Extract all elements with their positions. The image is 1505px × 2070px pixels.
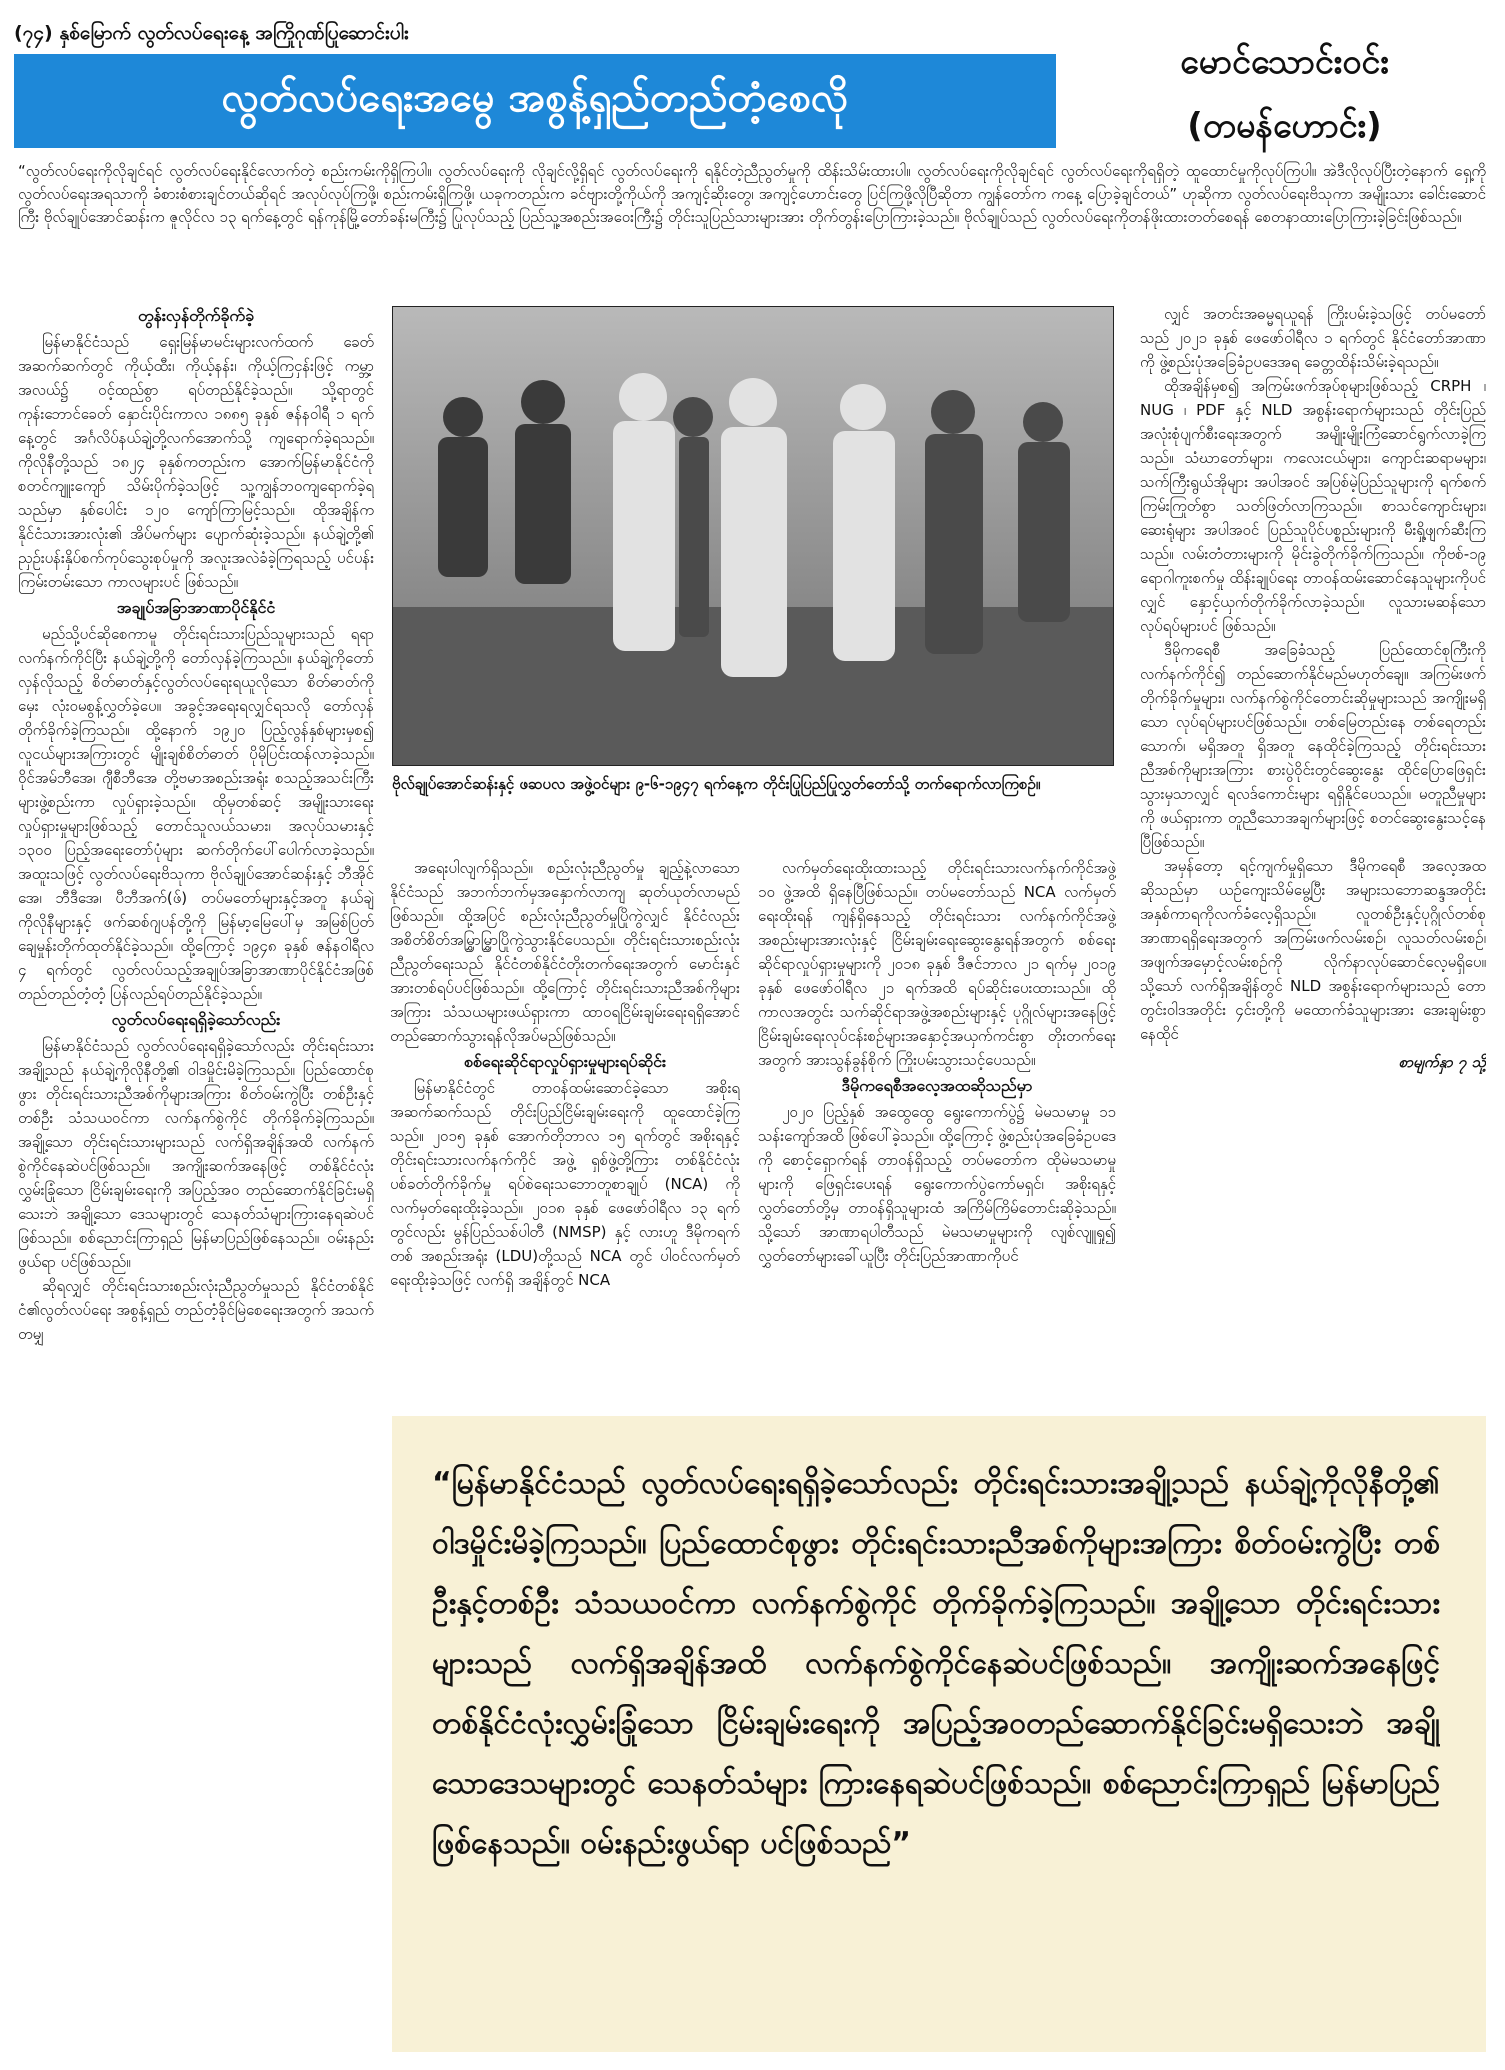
- article-title: လွတ်လပ်ရေးအမွေ အစွန့်ရှည်တည်တံ့စေလို: [221, 74, 849, 121]
- column-1: [18, 302, 374, 2048]
- title-banner: [14, 54, 1056, 148]
- paragraph: ဆိုရလျှင် တိုင်းရင်းသားစည်းလုံးညီညွတ်မှုသည် နိုင်ငံတစ်နိုင်ငံ၏လွတ်လပ်ရေး အစွန့်ရှည် တည်တံ့ခိုင်မြဲစေရေးအတွက် အသက်တမျှ: [18, 1277, 374, 1343]
- paragraph: ၂၀၂၀ ပြည့်နှစ် အထွေထွေ ရွေးကောက်ပွဲ၌ မဲမသမာမှု ၁၁ သန်းကျော်အထိ ဖြစ်ပေါ်ခဲ့သည်။ ထို့ကြောင့် ဖွဲ့စည်းပုံအခြေခံဥပဒေကို စောင့်ရှောက်ရန် တာဝန်ရှိသည့် တပ်မတော်က ထိုမဲမသမာမှုများကို ဖြေရှင်းပေးရန် ရွေးကောက်ပွဲကော်မရှင်၊ အစိုးရနှင့်လွှတ်တော်တို့မှ တာဝန်ရှိသူများထံ အကြိမ်ကြိမ်တောင်းဆိုခဲ့သည်။ သို့သော် အာဏာရပါတီသည် မဲမသမာမှုများကို လျစ်လျူရှု၍ လွှတ်တော်များခေါ်ယူပြီး တိုင်းပြည်အာဏာကိုပင်: [758, 1103, 1116, 1265]
- author-block: [1082, 30, 1487, 158]
- photo-illustration: [393, 307, 1113, 765]
- subheading: စစ်ရေးဆိုင်ရာလှုပ်ရှားမှုများရပ်ဆိုင်း: [463, 1052, 667, 1071]
- author-name: မောင်သောင်းဝင်း: [1180, 42, 1389, 82]
- column-4: [1140, 302, 1486, 1402]
- subheading: ဒီမိုကရေစီအလေ့အထဆိုသည်မှာ: [841, 1076, 1033, 1095]
- column-2: [390, 856, 740, 1402]
- paragraph: လျှင် အတင်းအဓမ္မရယူရန် ကြိုးပမ်းခဲ့သဖြင့် တပ်မတော်သည် ၂၀၂၁ ခုနှစ် ဖေဖော်ဝါရီလ ၁ ရက်တွင် နိုင်ငံတော်အာဏာကို ဖွဲ့စည်းပုံအခြေခံဥပဒေအရ ခေတ္တထိန်းသိမ်းခဲ့ရသည်။: [1140, 305, 1486, 371]
- subheading: အချုပ်အခြာအာဏာပိုင်နိုင်ငံ: [116, 598, 276, 617]
- photo-caption: ဗိုလ်ချုပ်အောင်ဆန်းနှင့် ဖဆပလ အဖွဲ့ဝင်များ ၉-၆-၁၉၄၇ ရက်နေ့က တိုင်းပြုပြည်ပြုလွှတ်တော်သို့ တက်ရောက်လာကြစဉ်။: [392, 775, 1041, 793]
- paragraph: မြန်မာနိုင်ငံသည် ရှေးမြန်မာမင်းများလက်ထက် ခေတ်အဆက်ဆက်တွင် ကိုယ့်ထီး၊ ကိုယ့်နန်း၊ ကိုယ့်ကြငှန်းဖြင့် ကမ္ဘာ့အလယ်၌ ဝင့်ထည်စွာ ရပ်တည်နိုင်ခဲ့သည်။ သို့ရာတွင် ကုန်းဘောင်ခေတ် နှောင်းပိုင်းကာလ ၁၈၈၅ ခုနှစ် ဇန်နဝါရီ ၁ ရက်နေ့တွင် အင်္ဂလိပ်နယ်ချဲ့တို့လက်အောက်သို့ ကျရောက်ခဲ့ရသည်။ ကိုလိုနီတို့သည် ၁၈၂၄ ခုနှစ်ကတည်းက အောက်မြန်မာနိုင်ငံကို စတင်ကျူးကျော် သိမ်းပိုက်ခဲ့သဖြင့် သူ့ကျွန်ဘဝကျရောက်ခဲ့ရသည်မှာ နှစ်ပေါင်း ၁၂၀ ကျော်ကြာမြင့်သည်။ ထိုအချိန်က နိုင်ငံသားအားလုံး၏ အိပ်မက်များ ပျောက်ဆုံးခဲ့သည်။ နယ်ချဲ့တို့၏ ညှဉ်းပန်းနှိပ်စက်ကုပ်သွေးစုပ်မှုကို အလူးအလဲခံခဲ့ကြရသည့် ပင်ပန်းကြမ်းတမ်းသော ကာလများပင် ဖြစ်သည်။: [18, 333, 374, 591]
- pull-quote: “မြန်မာနိုင်ငံသည် လွတ်လပ်ရေးရရှိခဲ့သော်လည်း တိုင်းရင်းသားအချို့သည် နယ်ချဲ့ကိုလိုနီတို့၏ ဝါဒမှိုင်းမိခဲ့ကြသည်။ ပြည်ထောင်စုဖွား တိုင်းရင်းသားညီအစ်ကိုများအကြား စိတ်ဝမ်းကွဲပြီး တစ်ဦးနှင့်တစ်ဦး သံသယဝင်ကာ လက်နက်စွဲကိုင် တိုက်ခိုက်ခဲ့ကြသည်။ အချို့သော တိုင်းရင်းသားများသည် လက်ရှိအချိန်အထိ လက်နက်စွဲကိုင်နေဆဲပင်ဖြစ်သည်။ အကျိုးဆက်အနေဖြင့် တစ်နိုင်ငံလုံးလွှမ်းခြုံသော ငြိမ်းချမ်းရေးကို အပြည့်အဝတည်ဆောက်နိုင်ခြင်းမရှိသေးဘဲ အချို့သောဒေသများတွင် သေနတ်သံများ ကြားနေရဆဲပင်ဖြစ်သည်။ စစ်ညောင်းကြာရှည် မြန်မာပြည်ဖြစ်နေသည်။ ဝမ်းနည်းဖွယ်ရာ ပင်ဖြစ်သည်”: [432, 1466, 1440, 1861]
- paragraph: အမှန်တော့ ရင့်ကျက်မှုရှိသော ဒီမိုကရေစီ အလေ့အထဆိုသည်မှာ ယဉ်ကျေးသိမ်မွေ့ပြီး အများသဘောဆန္ဒအတိုင်း အနှစ်ကာရကိုလက်ခံလေ့ရှိသည်။ လူတစ်ဦးနှင့်ပုဂ္ဂိုလ်တစ်စု အာဏာရရှိရေးအတွက် အကြမ်းဖက်လမ်းစဉ်၊ လူသတ်လမ်းစဉ်၊ အဖျက်အမှောင့်လမ်းစဉ်ကို လိုက်နာလုပ်ဆောင်လေ့မရှိပေ။ သို့သော် လက်ရှိအချိန်တွင် NLD အစွန်းရောက်များသည် တောတွင်းဝါဒအတိုင်း ၄င်းတို့ကို မထောက်ခံသူများအား အေးချမ်းစွာနေထိုင်: [1140, 857, 1486, 1043]
- subheading: လွတ်လပ်ရေးရရှိခဲ့သော်လည်း: [111, 1010, 281, 1029]
- paragraph: မြန်မာနိုင်ငံသည် လွတ်လပ်ရေးရရှိခဲ့သော်လည်း တိုင်းရင်းသားအချို့သည် နယ်ချဲ့ကိုလိုနီတို့၏ ဝါဒမှိုင်းမိခဲ့ကြသည်။ ပြည်ထောင်စုဖွား တိုင်းရင်းသားညီအစ်ကိုများအကြား စိတ်ဝမ်းကွဲပြီး တစ်ဦးနှင့်တစ်ဦး သံသယဝင်ကာ လက်နက်စွဲကိုင် တိုက်ခိုက်ခဲ့ကြသည်။ အချို့သော တိုင်းရင်းသားများသည် လက်ရှိအချိန်အထိ လက်နက်စွဲကိုင်နေဆဲပင်ဖြစ်သည်။ အကျိုးဆက်အနေဖြင့် တစ်နိုင်ငံလုံး လွှမ်းခြုံသော ငြိမ်းချမ်းရေးကို အပြည့်အဝ တည်ဆောက်နိုင်ခြင်းမရှိသေးဘဲ အချို့သော ဒေသများတွင် သေနတ်သံများကြားနေရဆဲပင် ဖြစ်သည်။ စစ်ညောင်းကြာရှည် မြန်မာပြည်ဖြစ်နေသည်။ ဝမ်းနည်းဖွယ်ရာ ပင်ဖြစ်သည်။: [18, 1037, 374, 1271]
- author-alias: (တမန်ဟောင်း): [1187, 106, 1382, 146]
- subheading: တွန်းလှန်တိုက်ခိုက်ခဲ့: [137, 306, 255, 325]
- column-3: [758, 856, 1116, 1402]
- paragraph: မြန်မာနိုင်ငံတွင် တာဝန်ထမ်းဆောင်ခဲ့သော အစိုးရအဆက်ဆက်သည် တိုင်းပြည်ငြိမ်းချမ်းရေးကို ထူထောင်ခဲ့ကြသည်။ ၂၀၁၅ ခုနှစ် အောက်တိုဘာလ ၁၅ ရက်တွင် အစိုးရနှင့် တိုင်းရင်းသားလက်နက်ကိုင် အဖွဲ့ ရှစ်ဖွဲ့တို့ကြား တစ်နိုင်ငံလုံးပစ်ခတ်တိုက်ခိုက်မှု ရပ်စဲရေးသဘောတူစာချုပ် (NCA) ကိုလက်မှတ်ရေးထိုးခဲ့သည်။ ၂၀၁၈ ခုနှစ် ဖေဖော်ဝါရီလ ၁၃ ရက်တွင်လည်း မွန်ပြည်သစ်ပါတီ (NMSP) နှင့် လားဟူ ဒီမိုကရက်တစ် အစည်းအရုံး (LDU)တို့သည် NCA တွင် ပါဝင်လက်မှတ်ရေးထိုးခဲ့သဖြင့် လက်ရှိ အချိန်တွင် NCA: [390, 1079, 740, 1289]
- historical-photo: [392, 306, 1114, 766]
- paragraph: ဒီမိုကရေစီ အခြေခံသည့် ပြည်ထောင်စုကြီးကို လက်နက်ကိုင်၍ တည်ဆောက်နိုင်မည်မဟုတ်ချေ။ အကြမ်းဖက်တိုက်ခိုက်မှုများ၊ လက်နက်စွဲကိုင်တောင်းဆိုမှုများသည် အကျိုးမရှိသော လုပ်ရပ်များပင်ဖြစ်သည်။ တစ်မြေတည်းနေ တစ်ရေတည်းသောက်၊ မရှိအတူ ရှိအတူ နေထိုင်ခဲ့ကြသည့် တိုင်းရင်းသားညီအစ်ကိုများအကြား စားပွဲဝိုင်းတွင်ဆွေးနွေး ထိုင်ပြောဖြေရှင်းသွားမှသာလျှင် ရလဒ်ကောင်းများ ရရှိနိုင်ပေသည်။ မတူညီမှုများကို ဖယ်ရှားကာ တူညီသောအချက်များဖြင့် စတင်ဆွေးနွေးသင့်နေပြီဖြစ်သည်။: [1140, 641, 1486, 851]
- paragraph: လက်မှတ်ရေးထိုးထားသည့် တိုင်းရင်းသားလက်နက်ကိုင်အဖွဲ့ ၁၀ ဖွဲ့အထိ ရှိနေပြီဖြစ်သည်။ တပ်မတော်သည် NCA လက်မှတ် ရေးထိုးရန် ကျန်ရှိနေသည့် တိုင်းရင်းသား လက်နက်ကိုင်အဖွဲ့ အစည်းများအားလုံးနှင့် ငြိမ်းချမ်းရေးဆွေးနွေးရန်အတွက် စစ်ရေးဆိုင်ရာလှုပ်ရှားမှုများကို ၂၀၁၈ ခုနှစ် ဒီဇင်ဘာလ ၂၁ ရက်မှ ၂၀၁၉ ခုနှစ် ဖေဖော်ဝါရီလ ၂၁ ရက်အထိ ရပ်ဆိုင်းပေးထားသည်။ ထိုကာလအတွင်း သက်ဆိုင်ရာအဖွဲ့အစည်းများနှင့် ပုဂ္ဂိုလ်များအနေဖြင့် ငြိမ်းချမ်းရေးလုပ်ငန်းစဉ်များအနှောင့်အယှက်ကင်းစွာ တိုးတက်ရေးအတွက် အားသွန်ခွန်စိုက် ကြိုးပမ်းသွားသင့်ပေသည်။: [758, 859, 1116, 1069]
- paragraph: ထိုအချိန်မှစ၍ အကြမ်းဖက်အုပ်စုများဖြစ်သည့် CRPH ၊ NUG ၊ PDF နှင့် NLD အစွန်းရောက်များသည် တိုင်းပြည်အလုံးစုံပျက်စီးရေးအတွက် အမျိုးမျိုးကြံဆောင်ရွက်လာခဲ့ကြသည်။ သံဃာတော်များ၊ ကလေးငယ်များ၊ ကျောင်းဆရာမများ၊ သက်ကြီးရွယ်အိုများ အပါအဝင် အပြစ်မဲ့ပြည်သူများကို ရက်စက်ကြမ်းကြုတ်စွာ သတ်ဖြတ်လာကြသည်။ စာသင်ကျောင်းများ၊ ဆေးရုံများ အပါအဝင် ပြည်သူပိုင်ပစ္စည်းများကို မီးရှို့ဖျက်ဆီးကြသည်။ လမ်းတံတားများကို မိုင်းခွဲတိုက်ခိုက်ကြသည်။ ကိုဗစ်-၁၉ ရောဂါကူးစက်မှု ထိန်းချုပ်ရေး တာဝန်ထမ်းဆောင်နေသူများကိုပင်လျှင် နှောင့်ယှက်တိုက်ခိုက်လာခဲ့သည်။ လူသားမဆန်သော လုပ်ရပ်များပင် ဖြစ်သည်။: [1140, 377, 1486, 635]
- continued-note: စာမျက်နှာ ၇ သို့: [1398, 1053, 1486, 1071]
- paragraph: မည်သို့ပင်ဆိုစေကာမူ တိုင်းရင်းသားပြည်သူများသည် ရရာလက်နက်ကိုင်ပြီး နယ်ချဲ့တို့ကို တော်လှန်ခဲ့ကြသည်။ နယ်ချဲ့ကိုတော်လှန်လိုသည့် စိတ်ဓာတ်နှင့်လွတ်လပ်ရေးရယူလိုသော စိတ်ဓာတ်ကို မှေး လုံးဝမစွန့်လွှတ်ခဲ့ပေ။ အခွင့်အရေးရလျှင်ရသလို တော်လှန်တိုက်ခိုက်ခဲ့ကြသည်။ ထို့နောက် ၁၉၂၀ ပြည့်လွန်နှစ်များမှစ၍ လူငယ်များအကြားတွင် မျိုးချစ်စိတ်ဓာတ် ပိုမိုပြင်းထန်လာခဲ့သည်။ ဝိုင်အမ်ဘီအေ၊ ဂျီစီဘီအေ တို့ဗမာအစည်းအရုံး စသည့်အသင်းကြီးများဖွဲ့စည်းကာ လှုပ်ရှားခဲ့သည်။ ထိုမှတစ်ဆင့် အမျိုးသားရေးလှုပ်ရှားမှုများဖြစ်သည့် တောင်သူလယ်သမား၊ အလုပ်သမားနှင့် ၁၃၀၀ ပြည့်အရေးတော်ပုံများ ဆက်တိုက်ပေါ်ပေါက်လာခဲ့သည်။ အထူးသဖြင့် လွတ်လပ်ရေးဗိသုကာ ဗိုလ်ချုပ်အောင်ဆန်းနှင့် ဘီအိုင်အေ၊ ဘီဒီအေ၊ ပီဘီအက်(ဖ်) တပ်မတော်များနှင့်အတူ နယ်ချဲ့ကိုလိုနီများနှင့် ဖက်ဆစ်ဂျပန်တို့ကို မြန်မာ့မြေပေါ်မှ အမြစ်ပြတ် ချေမှုန်းတိုက်ထုတ်နိုင်ခဲ့သည်။ ထို့ကြောင့် ၁၉၄၈ ခုနှစ် ဇန်နဝါရီလ ၄ ရက်တွင် လွတ်လပ်သည့်အချုပ်အခြာအာဏာပိုင်နိုင်ငံအဖြစ် တည်တည်တံ့တံ့ ပြန်လည်ရပ်တည်နိုင်ခဲ့သည်။: [18, 625, 374, 1003]
- series-heading: (၇၄) နှစ်မြောက် လွတ်လပ်ရေးနေ့ အကြိုဂုဏ်ပြုဆောင်းပါး: [14, 22, 409, 44]
- pull-quote-box: [392, 1416, 1486, 2052]
- paragraph: အရေးပါလျက်ရှိသည်။ စည်းလုံးညီညွတ်မှု ချည့်နဲ့လာသောနိုင်ငံသည် အဘက်ဘက်မှအနှောက်လာကျ ဆုတ်ယုတ်လာမည်ဖြစ်သည်။ ထို့အပြင် စည်းလုံးညီညွတ်မှုပြိုကွဲလျှင် နိုင်ငံလည်း အစိတ်စိတ်အမြွှာမြွှာပြိုကွဲသွားနိုင်ပေသည်။ တိုင်းရင်းသားစည်းလုံးညီညွတ်ရေးသည် နိုင်ငံတစ်နိုင်ငံတိုးတက်ရေးအတွက် မောင်းနှင်အားတစ်ရပ်ပင်ဖြစ်သည်။ ထို့ကြောင့် တိုင်းရင်းသားညီအစ်ကိုများအကြား သံသယများဖယ်ရှားကာ ထာဝရငြိမ်းချမ်းရေးရရှိအောင် တည်ဆောက်သွားရန်လိုအပ်မည်ဖြစ်သည်။: [390, 859, 740, 1045]
- intro-paragraph: “လွတ်လပ်ရေးကိုလိုချင်ရင် လွတ်လပ်ရေးနိုင်လောက်တဲ့ စည်းကမ်းကိုရှိကြပါ။ လွတ်လပ်ရေးကို လိုချင်လို့ရှိရင် လွတ်လပ်ရေးကို ရနိုင်တဲ့ညီညွတ်မှုကို ထိန်းသိမ်းထားပါ။ လွတ်လပ်ရေးကိုလိုချင်ရင် လွတ်လပ်ရေးကိုရရှိတဲ့ ထူထောင်မှုကိုလုပ်ကြပါ။ အဲဒီလိုလုပ်ပြီးတဲ့နောက် ရှေ့ကိုလွတ်လပ်ရေးအရသာကို ခံစားစံစားချင်တယ်ဆိုရင် အလုပ်လုပ်ကြဖို့၊ စည်းကမ်းရှိကြဖို့၊ ယခုကတည်းက ခင်ဗျားတို့ကိုယ်ကို အကျင့်ဆိုးတွေ၊ အကျင့်ဟောင်းတွေ ပြင်ကြဖို့လိုပြီဆိုတာ ကျွန်တော်က ကနေ့ ပြောခဲ့ချင်တယ်” ဟုဆိုကာ လွတ်လပ်ရေးဗိသုကာ အမျိုးသား ခေါင်းဆောင်ကြီး ဗိုလ်ချုပ်အောင်ဆန်းက ဇူလိုင်လ ၁၃ ရက်နေ့တွင် ရန်ကုန်မြို့တော်ခန်းမကြီး၌ ပြုလုပ်သည့် ပြည်သူ့အစည်းအဝေးကြီး၌ တိုင်းသူပြည်သားများအား တိုက်တွန်းပြောကြားခဲ့သည်။ ဗိုလ်ချုပ်သည် လွတ်လပ်ရေးကိုတန်ဖိုးထားတတ်စေရန် စေတနာထားပြောကြားခဲ့ခြင်းဖြစ်သည်။: [18, 162, 1486, 226]
